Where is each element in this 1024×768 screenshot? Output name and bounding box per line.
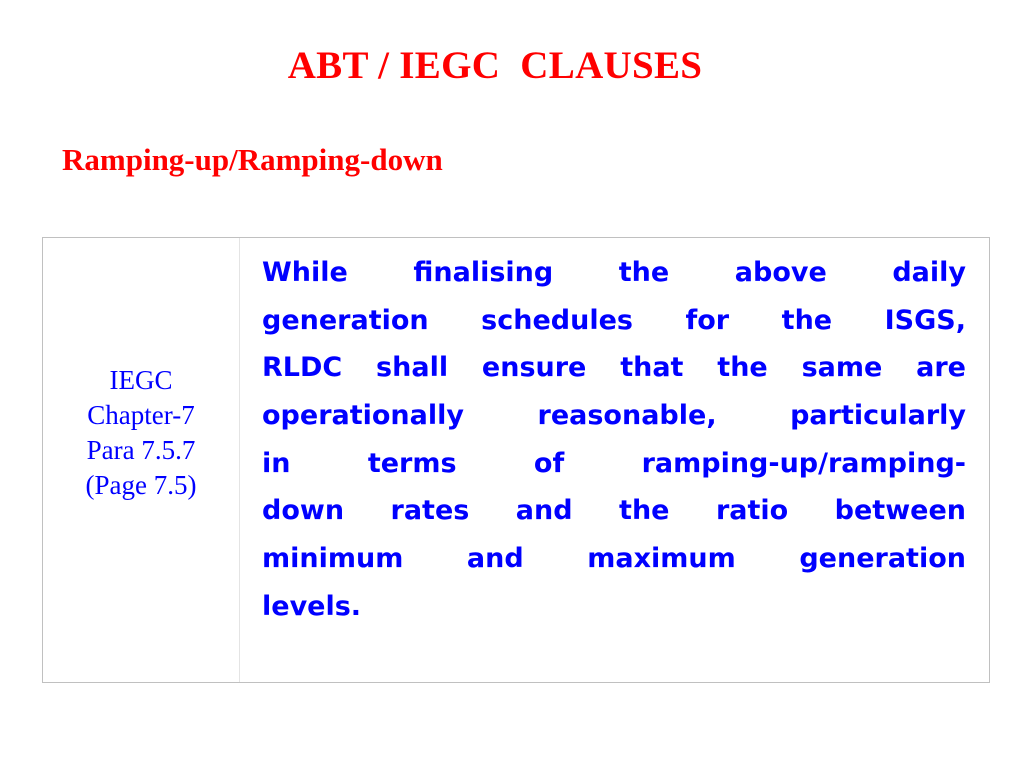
clause-text-line: RLDC shall ensure that the same are bbox=[262, 352, 966, 384]
clause-text-line: levels. bbox=[262, 590, 362, 622]
clause-text-line: down rates and the ratio between bbox=[262, 495, 966, 527]
reference-text bbox=[56, 363, 226, 503]
clause-text-line: While finalising the above daily bbox=[262, 257, 966, 288]
clause-text-line: operationally reasonable, particularly bbox=[262, 400, 966, 432]
reference-line: Chapter-7 bbox=[87, 400, 195, 430]
clause-text-line: in terms of ramping-up/ramping- bbox=[262, 447, 966, 479]
slide-title: ABT / IEGC CLAUSES bbox=[287, 44, 703, 87]
reference-line: (Page 7.5) bbox=[85, 470, 197, 500]
clause-text bbox=[262, 249, 966, 631]
slide-subtitle: Ramping-up/Ramping-down bbox=[62, 142, 443, 177]
reference-line: Para 7.5.7 bbox=[86, 435, 196, 465]
clause-text-line: generation schedules for the ISGS, bbox=[262, 304, 966, 336]
clause-text-line: minimum and maximum generation bbox=[262, 543, 966, 575]
reference-cell bbox=[43, 238, 240, 682]
reference-line: IEGC bbox=[109, 365, 173, 395]
